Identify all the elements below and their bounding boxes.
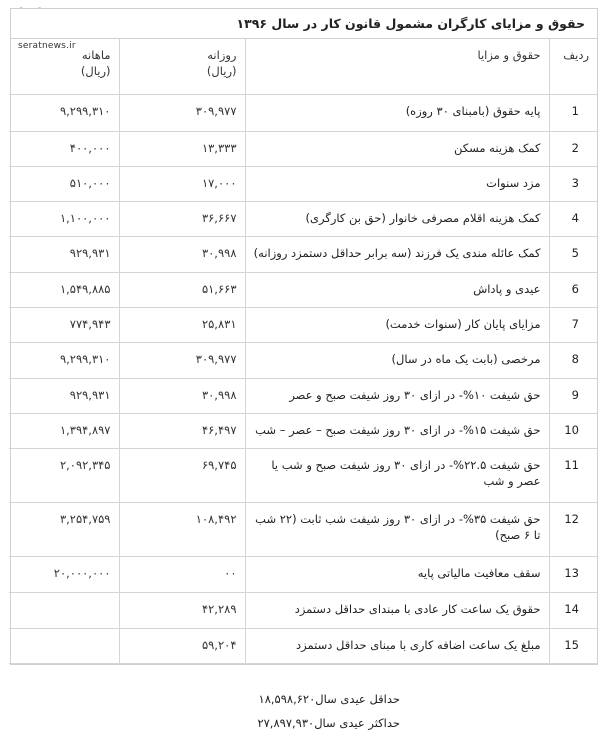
table-row xyxy=(9,236,597,272)
table-row xyxy=(9,166,597,201)
row-monthly: ۱,۱۰۰,۰۰۰ xyxy=(9,201,119,236)
row-index: 14 xyxy=(549,592,597,628)
row-monthly: ۷۷۴,۹۴۳ xyxy=(9,307,119,342)
header-index: ردیف xyxy=(549,39,597,94)
min-eidi-note: حداقل عیدی سال۱۸,۵۹۸,۶۲۰ xyxy=(258,692,400,706)
row-index: 2 xyxy=(549,131,597,166)
row-index: 15 xyxy=(549,628,597,663)
table-row xyxy=(9,556,597,592)
row-monthly: ۱,۵۴۹,۸۸۵ xyxy=(9,272,119,307)
header-daily-label: روزانه xyxy=(207,48,237,62)
row-monthly: ۵۱۰,۰۰۰ xyxy=(9,166,119,201)
table-row xyxy=(9,448,597,502)
salary-sheet xyxy=(10,8,598,665)
row-index: 13 xyxy=(549,556,597,592)
logo-site: seratnews.ir xyxy=(18,41,76,51)
row-monthly xyxy=(9,592,119,628)
table-row xyxy=(9,413,597,448)
row-daily: ۵۱,۶۶۳ xyxy=(119,272,245,307)
row-monthly: ۹۲۹,۹۳۱ xyxy=(9,378,119,413)
row-item: حق شیفت ۲۲.۵%- در ازای ۳۰ روز شیفت صبح و شب یا عصر و شب xyxy=(245,448,549,502)
table-row xyxy=(9,342,597,378)
row-index: 11 xyxy=(549,448,597,502)
table-title: حقوق و مزایای کارگران مشمول قانون کار در سال ۱۳۹۶ xyxy=(11,9,597,39)
table-row xyxy=(9,502,597,556)
table-row xyxy=(9,201,597,236)
row-monthly: ۹,۲۹۹,۳۱۰ xyxy=(9,94,119,131)
row-daily: ۶۹,۷۴۵ xyxy=(119,448,245,502)
row-item: مزد سنوات xyxy=(245,166,549,201)
row-daily: ۱۳,۳۳۳ xyxy=(119,131,245,166)
row-item: کمک هزینه اقلام مصرفی خانوار (حق بن کارگری) xyxy=(245,201,549,236)
row-monthly: ۲,۰۹۲,۳۴۵ xyxy=(9,448,119,502)
row-daily: ۳۰۹,۹۷۷ xyxy=(119,94,245,131)
row-monthly: ۹۲۹,۹۳۱ xyxy=(9,236,119,272)
table-row xyxy=(9,94,597,131)
row-daily: ۰۰ xyxy=(119,556,245,592)
row-item: کمک هزینه مسکن xyxy=(245,131,549,166)
row-item: عیدی و پاداش xyxy=(245,272,549,307)
table-row xyxy=(9,272,597,307)
row-daily: ۳۰۹,۹۷۷ xyxy=(119,342,245,378)
row-item: حقوق یک ساعت کار عادی با مبندای حداقل دستمزد xyxy=(245,592,549,628)
row-index: 9 xyxy=(549,378,597,413)
row-item: سقف معافیت مالیاتی پایه xyxy=(245,556,549,592)
header-daily-unit: (ریال) xyxy=(206,64,237,78)
row-monthly: ۳,۲۵۴,۷۵۹ xyxy=(9,502,119,556)
row-index: 6 xyxy=(549,272,597,307)
row-index: 3 xyxy=(549,166,597,201)
row-item: حق شیفت ۱۵%- در ازای ۳۰ روز شیفت صبح – عصر – شب xyxy=(245,413,549,448)
row-daily: ۱۷,۰۰۰ xyxy=(119,166,245,201)
row-daily: ۳۶,۶۶۷ xyxy=(119,201,245,236)
row-daily: ۴۲,۲۸۹ xyxy=(119,592,245,628)
header-daily xyxy=(119,39,245,94)
row-monthly: ۱,۳۹۴,۸۹۷ xyxy=(9,413,119,448)
row-item: کمک عائله مندی یک فرزند (سه برابر حداقل دستمزد روزانه) xyxy=(245,236,549,272)
row-daily: ۴۶,۴۹۷ xyxy=(119,413,245,448)
row-daily: ۳۰,۹۹۸ xyxy=(119,378,245,413)
row-daily: ۲۵,۸۳۱ xyxy=(119,307,245,342)
salary-table xyxy=(9,39,597,664)
table-row xyxy=(9,307,597,342)
row-daily: ۳۰,۹۹۸ xyxy=(119,236,245,272)
row-daily: ۱۰۸,۴۹۲ xyxy=(119,502,245,556)
row-monthly: ۲۰,۰۰۰,۰۰۰ xyxy=(9,556,119,592)
max-eidi-note: حداکثر عیدی سال۲۷,۸۹۷,۹۳۰ xyxy=(257,716,400,730)
row-daily: ۵۹,۲۰۴ xyxy=(119,628,245,663)
row-item: حق شیفت ۱۰%- در ازای ۳۰ روز شیفت صبح و عصر xyxy=(245,378,549,413)
row-index: 12 xyxy=(549,502,597,556)
row-item: مرخصی (بابت یک ماه در سال) xyxy=(245,342,549,378)
header-monthly-unit: (ریال) xyxy=(80,64,111,78)
table-row xyxy=(9,131,597,166)
table-row xyxy=(9,628,597,663)
header-monthly xyxy=(9,39,119,94)
table-row xyxy=(9,592,597,628)
row-monthly: ۴۰۰,۰۰۰ xyxy=(9,131,119,166)
header-row xyxy=(9,39,597,94)
row-item: حق شیفت ۳۵%- در ازای ۳۰ روز شیفت شب ثابت (۲۲ شب تا ۶ صبح) xyxy=(245,502,549,556)
row-index: 5 xyxy=(549,236,597,272)
header-item: حقوق و مزایا xyxy=(245,39,549,94)
table-row xyxy=(9,378,597,413)
row-monthly: ۹,۲۹۹,۳۱۰ xyxy=(9,342,119,378)
header-monthly-label: ماهانه xyxy=(81,48,111,62)
row-item: پایه حقوق (بامبنای ۳۰ روزه) xyxy=(245,94,549,131)
row-item: مزایای پایان کار (سنوات خدمت) xyxy=(245,307,549,342)
row-item: مبلغ یک ساعت اضافه کاری با مبنای حداقل دستمزد xyxy=(245,628,549,663)
row-index: 4 xyxy=(549,201,597,236)
row-index: 8 xyxy=(549,342,597,378)
row-index: 1 xyxy=(549,94,597,131)
row-monthly xyxy=(9,628,119,663)
row-index: 7 xyxy=(549,307,597,342)
row-index: 10 xyxy=(549,413,597,448)
